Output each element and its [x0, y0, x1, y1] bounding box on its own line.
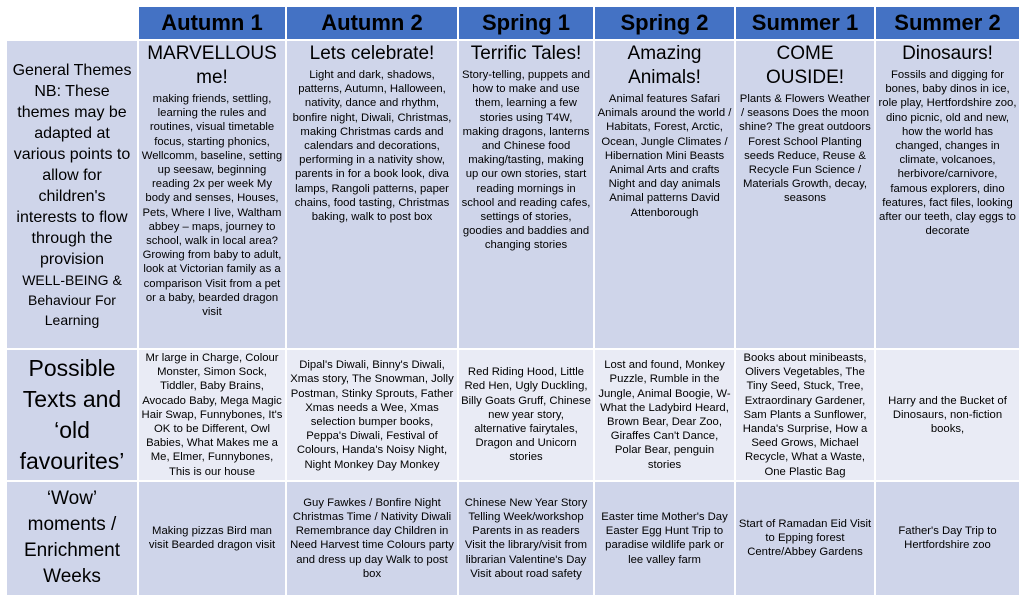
texts-row	[6, 349, 1020, 481]
theme-body: Plants & Flowers Weather / seasons Does the moon shine? The great outdoors Forest School Planting seeds Reduce, Reuse & Recycle Fun Science / Materials Growth, decay, seasons	[739, 93, 871, 205]
theme-cell-summer-2	[875, 40, 1020, 349]
wow-list: Easter time Mother's Day Easter Egg Hunt Trip to paradise wildlife park or lee valley farm	[601, 510, 728, 566]
header-autumn-2: Autumn 2	[286, 6, 458, 40]
theme-body: Story-telling, puppets and how to make and use them, learning a few stories using T4W, making dragons, lanterns and Chinese food making/tasting, making up our own stories, start reading mornings in school and reading cafes, settings of stories, goodies and baddies and changing stories	[461, 69, 591, 252]
wow-list: Father's Day Trip to Hertfordshire zoo	[898, 525, 997, 552]
general-themes-row	[6, 40, 1020, 349]
wow-cell-spring-2	[594, 481, 735, 596]
texts-list: Dipal's Diwali, Binny's Diwali, Xmas story, The Snowman, Jolly Postman, Stinky Sprouts, Father Xmas needs a Wee, Xmas selection bumper books, Peppa's Diwali, Festival of Colours, Handa's Noisy Night, Night Monkey Day Monkey	[290, 359, 454, 471]
texts-cell-autumn-1	[138, 349, 286, 481]
theme-cell-summer-1	[735, 40, 875, 349]
wellbeing-label: WELL-BEING & Behaviour For Learning	[22, 271, 122, 328]
texts-list: Harry and the Bucket of Dinosaurs, non-fiction books,	[888, 394, 1007, 436]
header-spring-2: Spring 2	[594, 6, 735, 40]
header-autumn-1: Autumn 1	[138, 6, 286, 40]
wow-list: Making pizzas Bird man visit Bearded dragon visit	[148, 525, 276, 552]
texts-list: Mr large in Charge, Colour Monster, Simon Sock, Tiddler, Baby Brains, Avocado Baby, Mega Magic Hair Swap, Funnybones, It's OK to be Different, Owl Babies, What Makes me a Me, Elmer, Funnybones, This is our house	[141, 352, 283, 478]
theme-title: MARVELLOUS me!	[147, 43, 277, 88]
row-label-general-themes	[6, 40, 138, 349]
texts-list: Books about minibeasts, Olivers Vegetables, The Tiny Seed, Stuck, Tree, Extraordinary Gardener, Sam Plants a Sunflower, Handa's Surprise, How a Seed Grows, Michael Recycle, What a Waste, One Plastic Bag	[742, 352, 868, 478]
wow-cell-spring-1	[458, 481, 594, 596]
general-themes-label: General Themes NB: These themes may be adapted at various points to allow for children's interests to flow through the provision	[12, 61, 132, 268]
theme-title: Lets celebrate!	[309, 43, 435, 64]
curriculum-table	[5, 5, 1021, 597]
theme-title: Terrific Tales!	[470, 43, 582, 64]
theme-title: Dinosaurs!	[902, 43, 993, 64]
texts-cell-summer-1	[735, 349, 875, 481]
wow-list: Chinese New Year Story Telling Week/workshop Parents in as readers Visit the library/visit from librarian Valentine's Day Visit about road safety	[464, 496, 588, 580]
row-label-wow: ‘Wow’ moments / Enrichment Weeks	[6, 481, 138, 596]
row-label-texts: Possible Texts and ‘old favourites’	[6, 349, 138, 481]
header-row	[6, 6, 1020, 40]
wow-list: Guy Fawkes / Bonfire Night Christmas Time / Nativity Diwali Remembrance day Children in Need Harvest time Colours party and dress up day Walk to post box	[290, 496, 454, 580]
texts-cell-spring-2	[594, 349, 735, 481]
texts-cell-autumn-2	[286, 349, 458, 481]
theme-title: COME OUSIDE!	[765, 43, 845, 88]
wow-cell-autumn-2	[286, 481, 458, 596]
theme-cell-spring-1	[458, 40, 594, 349]
wow-list: Start of Ramadan Eid Visit to Epping forest Centre/Abbey Gardens	[738, 518, 872, 559]
theme-title: Amazing Animals!	[627, 43, 702, 88]
texts-list: Lost and found, Monkey Puzzle, Rumble in the Jungle, Animal Boogie, W-What the Ladybird Heard, Brown Bear, Dear Zoo, Giraffes Can't Dance, Polar Bear, penguin stories	[598, 359, 731, 471]
theme-cell-autumn-2	[286, 40, 458, 349]
wow-row	[6, 481, 1020, 596]
wow-cell-summer-1	[735, 481, 875, 596]
header-summer-2: Summer 2	[875, 6, 1020, 40]
header-summer-1: Summer 1	[735, 6, 875, 40]
wow-cell-autumn-1	[138, 481, 286, 596]
texts-cell-spring-1	[458, 349, 594, 481]
theme-cell-autumn-1	[138, 40, 286, 349]
theme-body: Light and dark, shadows, patterns, Autumn, Halloween, nativity, dance and rhythm, bonfire night, Diwali, Christmas, making Christmas cards and calendars and decorations, performing in a nativity show, parents in for a book look, diva lamps, Rangoli patterns, paper chains, food tasting, Christmas baking, walk to post box	[292, 69, 452, 224]
theme-body: Animal features Safari Animals around the world / Habitats, Forest, Arctic, Ocean, Jungle Climates / Hibernation Mini Beasts Animal Arts and crafts Night and day animals Animal patterns David Attenborough	[597, 93, 732, 219]
header-spring-1: Spring 1	[458, 6, 594, 40]
theme-cell-spring-2	[594, 40, 735, 349]
corner-cell	[6, 6, 138, 40]
theme-body: making friends, settling, learning the rules and routines, visual timetable focus, starting phonics, Wellcomm, baseline, setting up seesaw, beginning reading 2x per week My body and senses, Houses, Pets, Where I live, Waltham abbey – maps, journey to school, walk in local area? Growing from baby to adult, look at Victorian family as a comparison Visit from a pet or a baby, bearded dragon visit	[141, 93, 283, 319]
wow-cell-summer-2	[875, 481, 1020, 596]
texts-list: Red Riding Hood, Little Red Hen, Ugly Duckling, Billy Goats Gruff, Chinese new year story, alternative fairytales, Dragon and Unicorn stories	[461, 366, 591, 464]
texts-cell-summer-2	[875, 349, 1020, 481]
theme-body: Fossils and digging for bones, baby dinos in ice, role play, Hertfordshire zoo, dino picnic, old and new, how the world has changed, changes in climate, volcanoes, herbivore/carnivore, famous explorers, dino features, fact files, looking after our teeth, clay eggs to decorate	[878, 69, 1017, 238]
